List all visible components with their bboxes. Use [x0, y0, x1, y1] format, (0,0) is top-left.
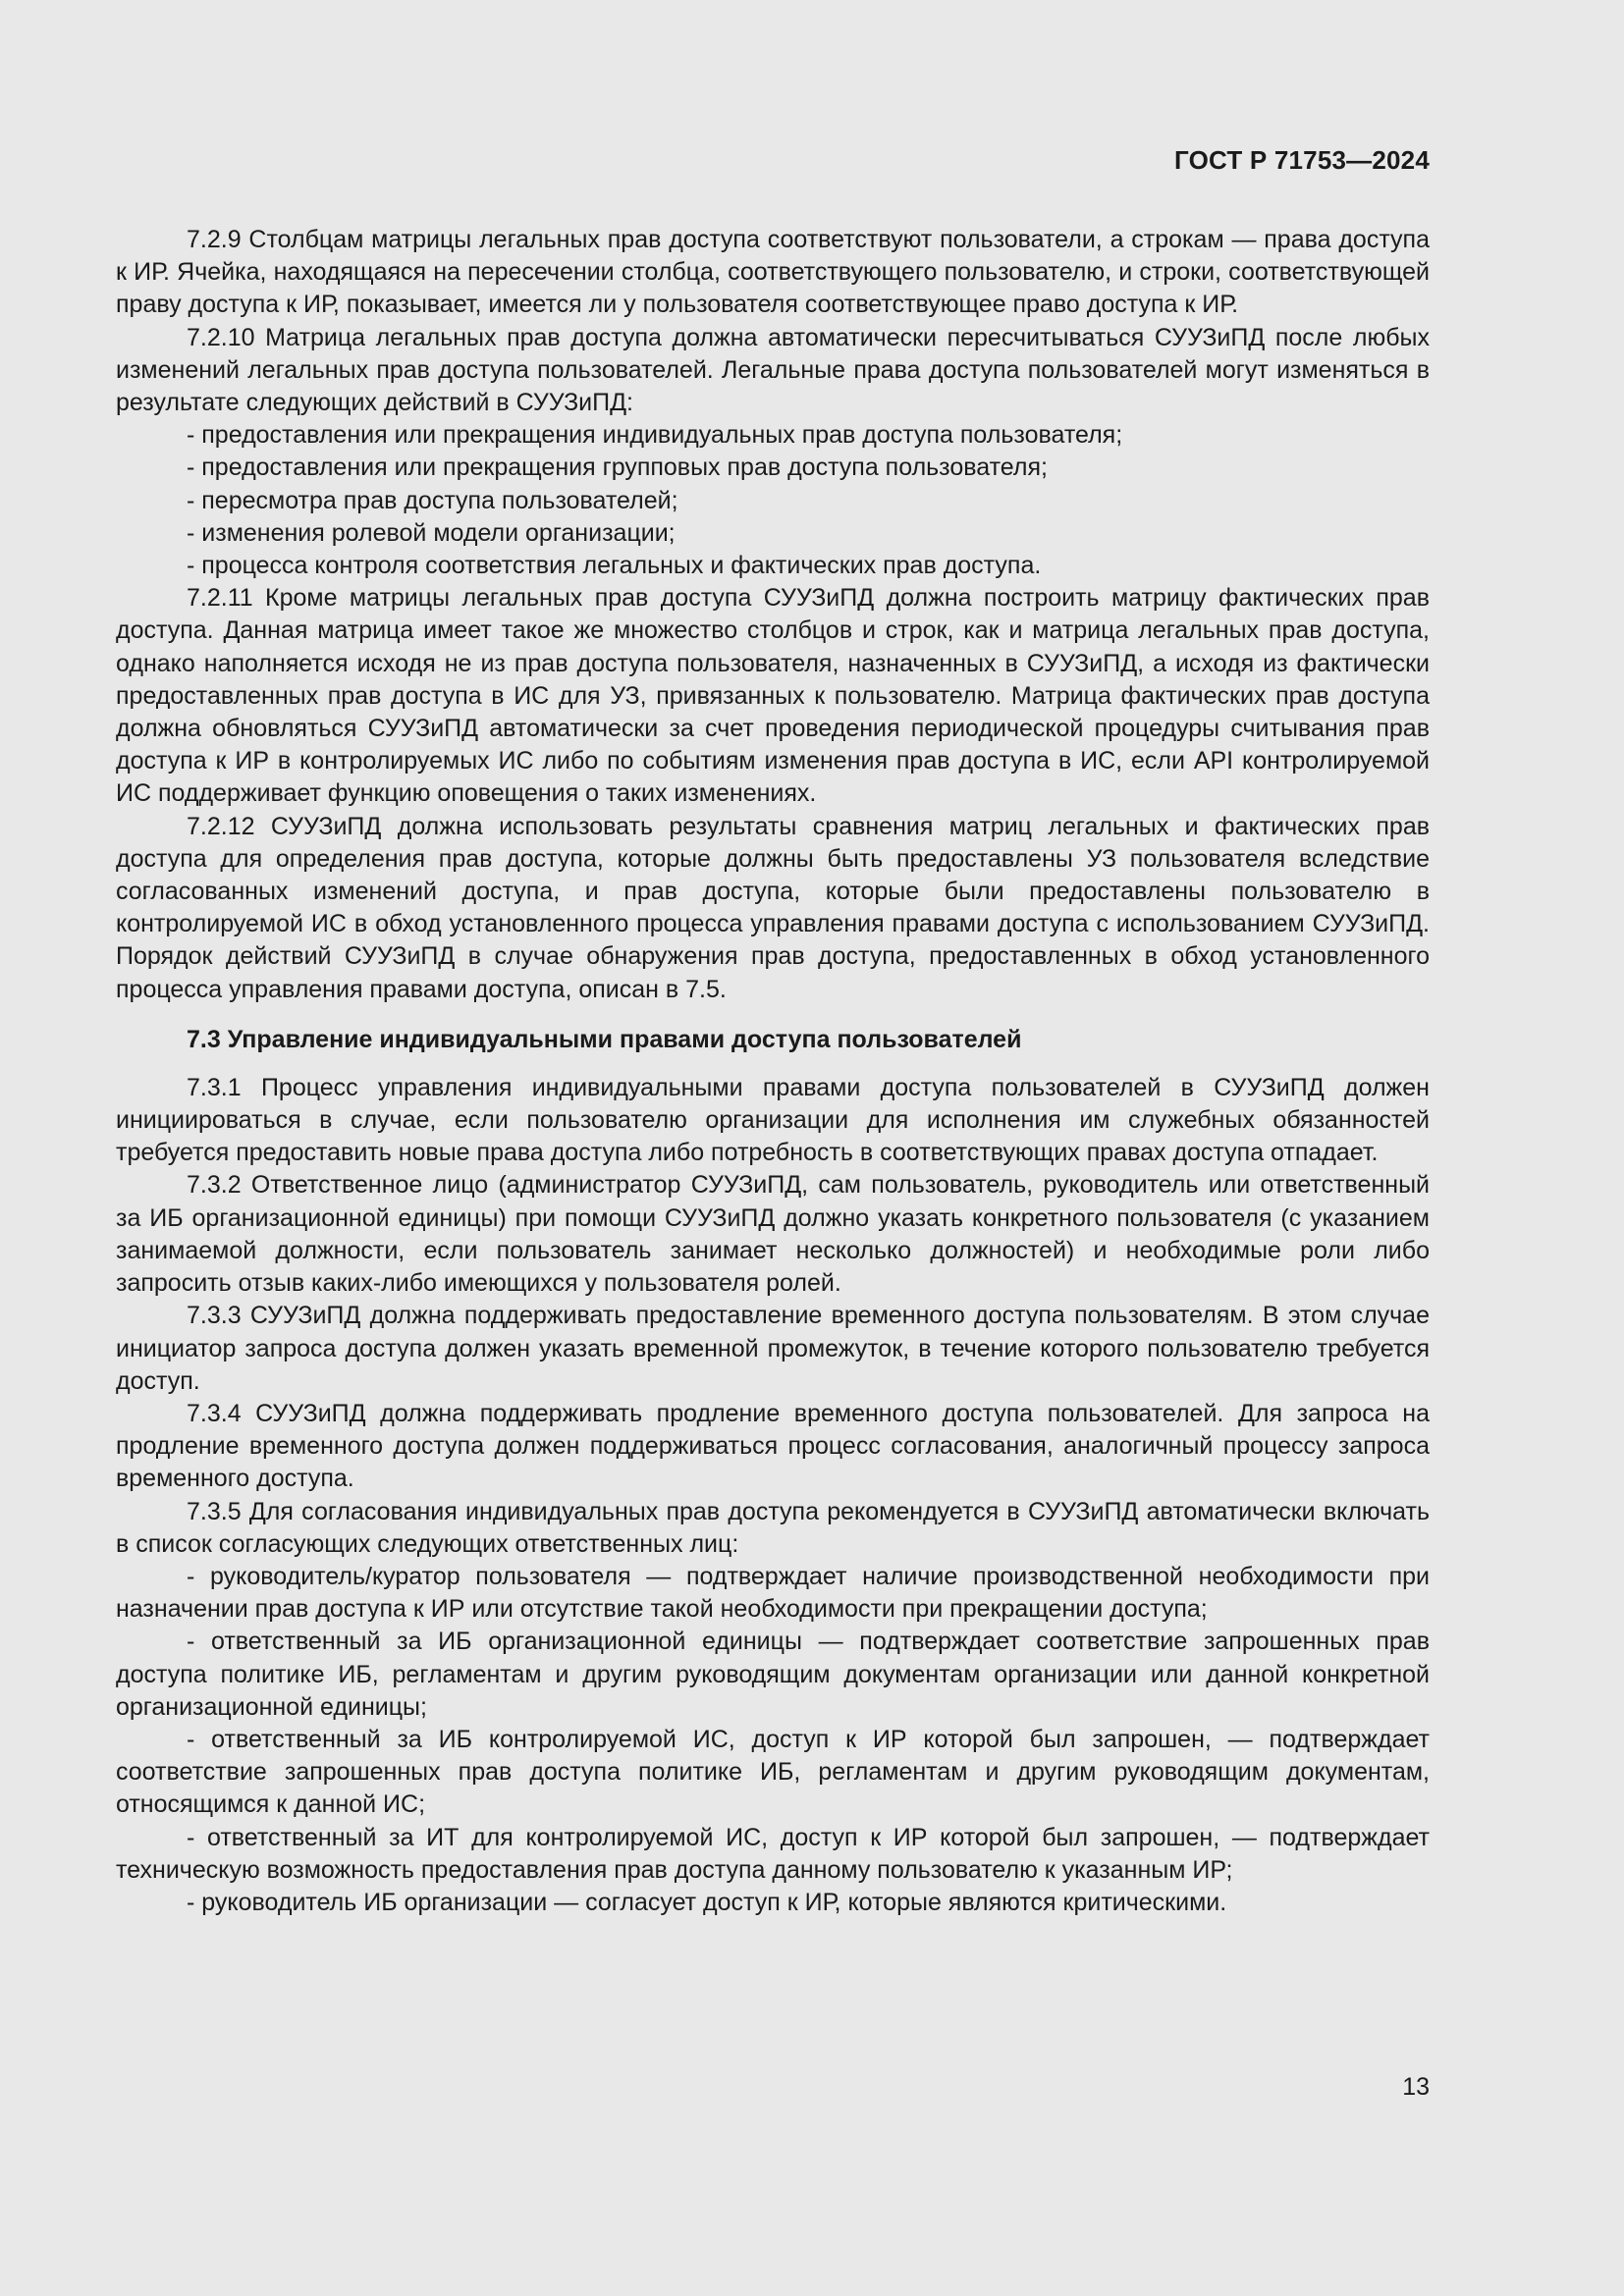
list-item: - предоставления или прекращения групповых прав доступа пользователя;	[187, 454, 1048, 482]
clause-7-3-4: 7.3.4 СУУЗиПД должна поддерживать продление временного доступа пользователей. Для запроса на продление временного доступа должен поддерживаться процесс согласования, аналогичный процессу запроса временного доступа.	[116, 1399, 1430, 1493]
list-item: - ответственный за ИБ организационной единицы — подтверждает соответствие запрошенных прав доступа политике ИБ, регламентам и другим руководящим документам организации или данной конкретной организационной единицы;	[116, 1628, 1430, 1721]
list-item: - изменения ролевой модели организации;	[187, 518, 676, 547]
section-heading-7-3: 7.3 Управление индивидуальными правами доступа пользователей	[187, 1025, 1022, 1053]
clause-7-2-12: 7.2.12 СУУЗиПД должна использовать результаты сравнения матриц легальных и фактических прав доступа для определения прав доступа, которые должны быть предоставлены УЗ пользователя вследствие согласованных изменений доступа, и прав доступа, которые были предоставлены пользователю в контролируемой ИС в обход установленного процесса управления правами доступа с использованием СУУЗиПД. Порядок действий СУУЗиПД в случае обнаружения прав доступа, предоставленных в обход установленного процесса управления правами доступа, описан в 7.5.	[116, 812, 1430, 1003]
list-item: - руководитель ИБ организации — согласует доступ к ИР, которые являются критическими.	[187, 1888, 1227, 1916]
list-item: - ответственный за ИТ для контролируемой ИС, доступ к ИР которой был запрошен, — подтверждает техническую возможность предоставления прав доступа данному пользователю к указанным ИР;	[116, 1823, 1430, 1884]
list-item: - процесса контроля соответствия легальных и фактических прав доступа.	[187, 552, 1042, 580]
clause-7-2-9: 7.2.9 Столбцам матрицы легальных прав доступа соответствуют пользователи, а строкам — права доступа к ИР. Ячейка, находящаяся на пересечении столбца, соответствующего пользователю, и строки, соответствующей праву доступа к ИР, показывает, имеется ли у пользователя соответствующее право доступа к ИР.	[116, 226, 1430, 319]
document-code-header: ГОСТ Р 71753—2024	[1174, 145, 1430, 175]
document-body	[116, 224, 1430, 1919]
page-number: 13	[1402, 2073, 1430, 2101]
clause-7-3-3: 7.3.3 СУУЗиПД должна поддерживать предоставление временного доступа пользователям. В этом случае инициатор запроса доступа должен указать временной промежуток, в течение которого пользователю требуется доступ.	[116, 1302, 1430, 1395]
list-item: - руководитель/куратор пользователя — подтверждает наличие производственной необходимости при назначении прав доступа к ИР или отсутствие такой необходимости при прекращении доступа;	[116, 1562, 1430, 1624]
clause-7-2-11: 7.2.11 Кроме матрицы легальных прав доступа СУУЗиПД должна построить матрицу фактических прав доступа. Данная матрица имеет такое же множество столбцов и строк, как и матрица легальных прав доступа, однако наполняется исходя не из прав доступа пользователя, назначенных в СУУЗиПД, а исходя из фактически предоставленных прав доступа в ИС для УЗ, привязанных к пользователю. Матрица фактических прав доступа должна обновляться СУУЗиПД автоматически за счет проведения периодической процедуры считывания прав доступа к ИР в контролируемых ИС либо по событиям изменения прав доступа в ИС, если API контролируемой ИС поддерживает функцию оповещения о таких изменениях.	[116, 584, 1430, 808]
clause-7-3-2: 7.3.2 Ответственное лицо (администратор СУУЗиПД, сам пользователь, руководитель или ответственный за ИБ организационной единицы) при помощи СУУЗиПД должно указать конкретного пользователя (с указанием занимаемой должности, если пользователь занимает несколько должностей) и необходимые роли либо запросить отзыв каких-либо имеющихся у пользователя ролей.	[116, 1171, 1430, 1298]
list-item: - пересмотра прав доступа пользователей;	[187, 486, 678, 514]
clause-7-3-5: 7.3.5 Для согласования индивидуальных прав доступа рекомендуется в СУУЗиПД автоматически включать в список согласующих следующих ответственных лиц:	[116, 1497, 1430, 1558]
list-item: - ответственный за ИБ контролируемой ИС, доступ к ИР которой был запрошен, — подтверждает соответствие запрошенных прав доступа политике ИБ, регламентам и другим руководящим документам, относящимся к данной ИС;	[116, 1725, 1430, 1819]
list-item: - предоставления или прекращения индивидуальных прав доступа пользователя;	[187, 421, 1123, 450]
clause-7-3-1: 7.3.1 Процесс управления индивидуальными правами доступа пользователей в СУУЗиПД должен инициироваться в случае, если пользователю организации для исполнения им служебных обязанностей требуется предоставить новые права доступа либо потребность в соответствующих правах доступа отпадает.	[116, 1073, 1430, 1167]
clause-7-2-10: 7.2.10 Матрица легальных прав доступа должна автоматически пересчитываться СУУЗиПД после любых изменений легальных прав доступа пользователей. Легальные права доступа пользователей могут изменяться в результате следующих действий в СУУЗиПД:	[116, 323, 1430, 417]
